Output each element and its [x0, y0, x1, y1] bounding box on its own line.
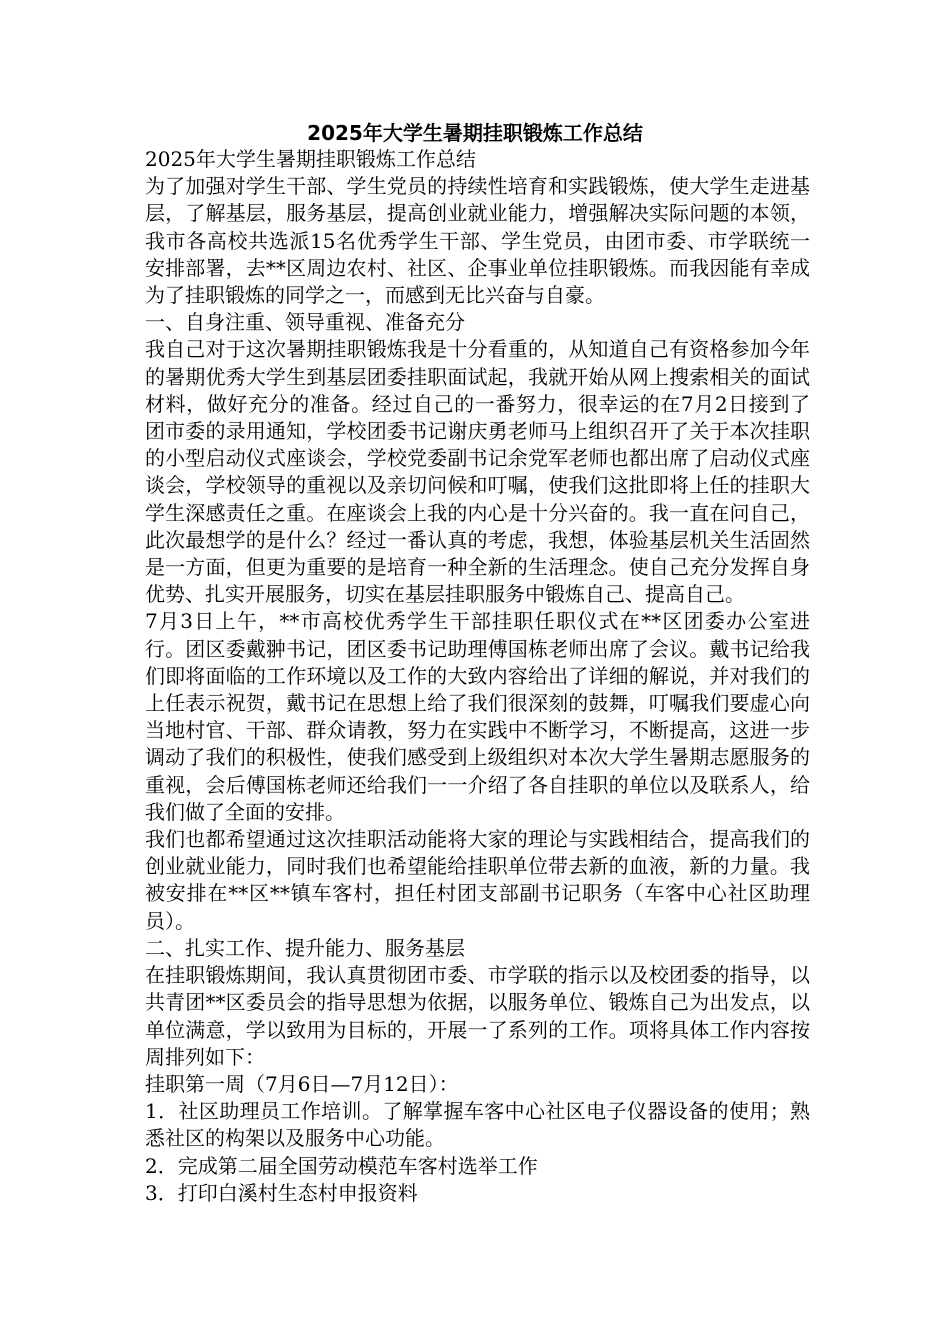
paragraph: 我们也都希望通过这次挂职活动能将大家的理论与实践相结合，提高我们的创业就业能力，同时我们也希望能给挂职单位带去新的血液，新的力量。我被安排在**区**镇车客村，担任村团支部副书记职务（车客中心社区助理员）。 [145, 827, 810, 933]
subtitle-line: 2025年大学生暑期挂职锻炼工作总结 [145, 147, 476, 171]
paragraph: 我自己对于这次暑期挂职锻炼我是十分看重的，从知道自己有资格参加今年的暑期优秀大学生到基层团委挂职面试起，我就开始从网上搜索相关的面试材料，做好充分的准备。经过自己的一番努力，很幸运的在7月2日接到了团市委的录用通知，学校团委书记谢庆勇老师马上组织召开了关于本次挂职的小型启动仪式座谈会，学校党委副书记余党军老师也都出席了启动仪式座谈会，学校领导的重视以及亲切问候和叮嘱，使我们这批即将上任的挂职大学生深感责任之重。在座谈会上我的内心是十分兴奋的。我一直在问自己，此次最想学的是什么？经过一番认真的考虑，我想，体验基层机关生活固然是一方面，但更为重要的是培育一种全新的生活理念。使自己充分发挥自身优势、扎实开展服务，切实在基层挂职服务中锻炼自己、提高自己。 [145, 337, 810, 607]
paragraph: 7月3日上午，**市高校优秀学生干部挂职任职仪式在**区团委办公室进行。团区委戴翀书记，团区委书记助理傅国栋老师出席了会议。戴书记给我们即将面临的工作环境以及工作的大致内容给出了详细的解说，并对我们的上任表示祝贺，戴书记在思想上给了我们很深刻的鼓舞，叮嘱我们要虚心向当地村官、干部、群众请教，努力在实践中不断学习，不断提高，这进一步调动了我们的积极性，使我们感受到上级组织对本次大学生暑期志愿服务的重视，会后傅国栋老师还给我们一一介绍了各自挂职的单位以及联系人，给我们做了全面的安排。 [145, 609, 810, 824]
week-heading: 挂职第一周（7月6日—7月12日）： [145, 1071, 459, 1096]
section-heading-1: 一、自身注重、领导重视、准备充分 [145, 310, 465, 335]
document-body [145, 146, 810, 1207]
list-item: 3．打印白溪村生态村申报资料 [145, 1180, 418, 1205]
list-item: 2．完成第二届全国劳动模范车客村选举工作 [145, 1153, 538, 1178]
paragraph: 在挂职锻炼期间，我认真贯彻团市委、市学联的指示以及校团委的指导，以共青团**区委员会的指导思想为依据，以服务单位、锻炼自己为出发点，以单位满意，学以致用为目标的，开展一了系列的工作。项将具体工作内容按周排列如下： [145, 963, 810, 1069]
section-heading-2: 二、扎实工作、提升能力、服务基层 [145, 935, 465, 960]
list-item: 1．社区助理员工作培训。了解掌握车客中心社区电子仪器设备的使用；熟悉社区的构架以及服务中心功能。 [145, 1099, 810, 1151]
document-title: 2025年大学生暑期挂职锻炼工作总结 [307, 121, 643, 145]
paragraph-intro: 为了加强对学生干部、学生党员的持续性培育和实践锻炼，使大学生走进基层，了解基层，服务基层，提高创业就业能力，增强解决实际问题的本领，我市各高校共选派15名优秀学生干部、学生党员，由团市委、市学联统一安排部署，去**区周边农村、社区、企事业单位挂职锻炼。而我因能有幸成为了挂职锻炼的同学之一，而感到无比兴奋与自豪。 [145, 174, 810, 308]
